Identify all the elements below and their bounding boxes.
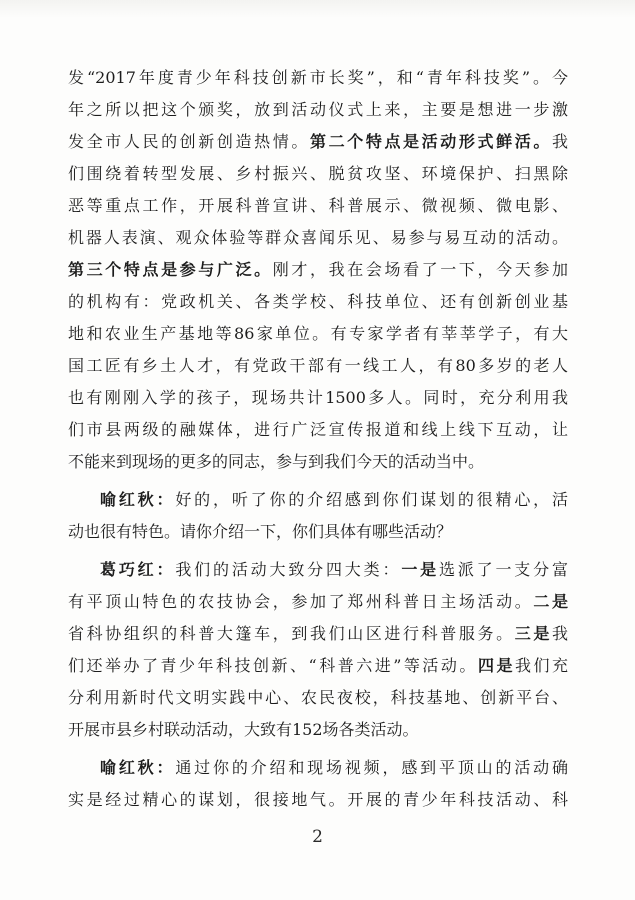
text-line-5: 恶等重点工作，开展科普宣讲、科普展示、微视频、微电影、 — [68, 196, 568, 215]
line-19-highlight: 四是 — [477, 656, 515, 675]
text-line-1: 发“2017年度青少年科技创新市长奖”，和“青年科技奖”。今 — [68, 68, 568, 87]
line-18-highlight: 三是 — [514, 624, 552, 643]
text-line-17 — [68, 586, 568, 618]
text-line-13: 不能来到现场的更多的同志，参与到我们今天的活动当中。 — [68, 452, 485, 471]
text-line-4: 们围绕着转型发展、乡村振兴、脱贫攻坚、环境保护、扫黑除 — [68, 164, 568, 183]
text-line-21: 开展市县乡村联动活动，大致有152场各类活动。 — [68, 720, 419, 739]
line-3-part-2: 我 — [551, 132, 568, 151]
text-line-15: 动也很有特色。请你介绍一下，你们具体有哪些活动？ — [68, 522, 453, 541]
line-18-part-1: 省科协组织的科普大篷车，到我们山区进行科普服务。 — [68, 624, 515, 643]
text-line-12: 们市县两级的融媒体，进行广泛宣传报道和线上线下互动，让 — [68, 420, 568, 439]
line-7-highlight: 第三个特点是参与广泛。 — [68, 260, 273, 279]
text-line-7 — [68, 254, 568, 286]
text-line-9: 地和农业生产基地等86家单位。有专家学者有莘莘学子，有大 — [68, 324, 568, 343]
speaker-name: 葛巧红： — [100, 560, 176, 579]
line-19-part-1: 们还举办了青少年科技创新、“科普六进”等活动。 — [68, 656, 478, 675]
line-14-part-1: 好的，听了你的介绍感到你们谋划的很精心，活 — [175, 490, 568, 509]
text-line-16 — [68, 554, 568, 586]
line-22-part-1: 通过你的介绍和现场视频，感到平顶山的活动确 — [175, 758, 568, 777]
line-17-part-1: 有平顶山特色的农技协会，参加了郑州科普日主场活动。 — [68, 592, 534, 611]
text-line-23: 实是经过精心的谋划，很接地气。开展的青少年科技活动、科 — [68, 790, 568, 809]
text-line-11: 也有刚刚入学的孩子，现场共计1500多人。同时，充分利用我 — [68, 388, 568, 407]
line-3-part-1: 发全市人民的创新创造热情。 — [68, 132, 310, 151]
text-line-3 — [68, 126, 568, 158]
page-number: 2 — [312, 827, 323, 847]
body-text — [68, 62, 568, 816]
text-line-10: 国工匠有乡土人才，有党政干部有一线工人，有80多岁的老人 — [68, 356, 568, 375]
text-line-19 — [68, 650, 568, 682]
line-16-highlight: 一是 — [401, 560, 439, 579]
line-17-highlight: 二是 — [533, 592, 568, 611]
scan-edge-shadow — [0, 0, 635, 18]
text-line-18 — [68, 618, 568, 650]
text-line-2: 年之所以把这个颁奖，放到活动仪式上来，主要是想进一步激 — [68, 100, 568, 119]
line-16-part-2: 选派了一支分富 — [438, 560, 568, 579]
line-19-part-2: 我们充 — [514, 656, 568, 675]
text-line-14 — [68, 484, 568, 516]
line-7-part-1: 刚才，我在会场看了一下，今天参加 — [272, 260, 568, 279]
speaker-name: 喻红秋： — [100, 490, 176, 509]
text-line-20: 分利用新时代文明实践中心、农民夜校，科技基地、创新平台、 — [68, 688, 568, 707]
text-line-8: 的机构有：党政机关、各类学校、科技单位、还有创新创业基 — [68, 292, 568, 311]
line-18-part-2: 我 — [551, 624, 568, 643]
speaker-name: 喻红秋： — [100, 758, 176, 777]
line-3-highlight: 第二个特点是活动形式鲜活。 — [309, 132, 552, 151]
line-16-part-1: 我们的活动大致分四大类： — [175, 560, 402, 579]
text-line-6: 机器人表演、观众体验等群众喜闻乐见、易参与易互动的活动。 — [68, 228, 568, 247]
text-line-22 — [68, 752, 568, 784]
